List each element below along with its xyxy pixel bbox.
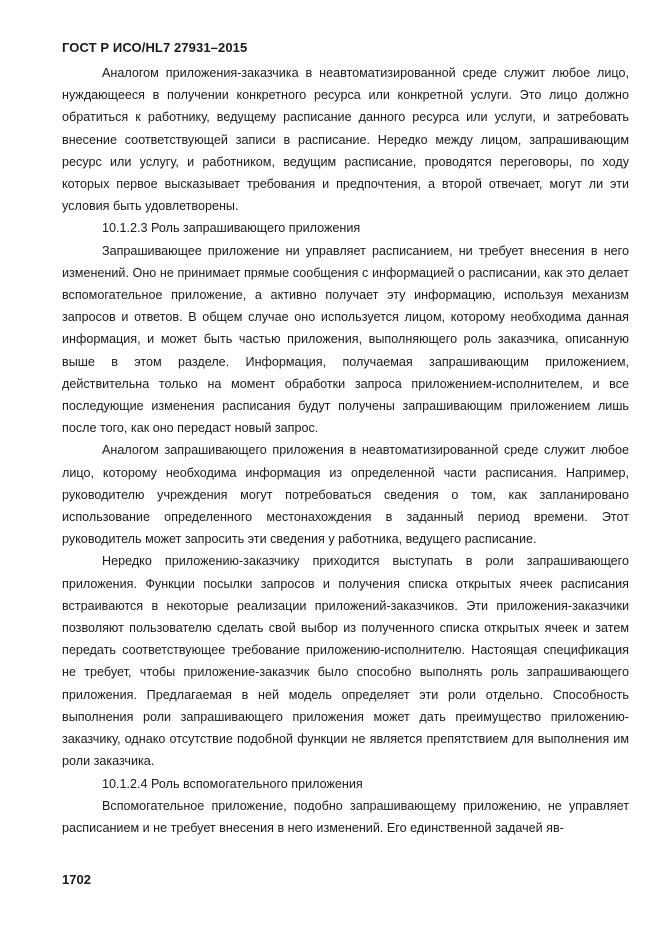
section-heading-10-1-2-3: 10.1.2.3 Роль запрашивающего приложения bbox=[102, 221, 361, 236]
paragraph-querying-analog: Аналогом запрашивающего приложения в неавтоматизированной среде служит любое лицо, которому необходима информация из определенной части расписания. Например, руководителю учреждения могут потребоваться сведения о том, как запланировано использование определенного местонахождения в заданный период времени. Этот руководитель может запросить эти сведения у работника, ведущего расписание. bbox=[62, 443, 629, 547]
document-header: ГОСТ Р ИСО/HL7 27931–2015 bbox=[62, 40, 248, 55]
paragraph-querying-app-role: Запрашивающее приложение ни управляет расписанием, ни требует внесения в него изменений. Оно не принимает прямые сообщения с информацией о расписании, как это делает вспомогательное приложение, а активно получает эту информацию, используя механизм запросов и ответов. В общем случае оно используется лицом, которому необходима данная информация, и может быть частью приложения, выполняющего роль заказчика, описанную выше в этом разделе. Информация, получаемая запрашивающим приложением, действительна только на момент обработки запроса приложением-исполнителем, и все последующие изменения расписания будут получены запрашивающим приложением лишь после того, как оно передаст новый запрос. bbox=[62, 243, 629, 436]
page-body bbox=[62, 62, 629, 839]
paragraph-customer-as-querier: Нередко приложению-заказчику приходится выступать в роли запрашивающего приложения. Функции посылки запросов и получения списка открытых ячеек расписания встраиваются в некоторые реализации приложений-заказчиков. Эти приложения-заказчики позволяют пользователю сделать свой выбор из полученного списка открытых ячеек и затем передать соответствующее требование приложению-исполнителю. Настоящая спецификация не требует, чтобы приложение-заказчик было способно выполнять роль запрашивающего приложения. Предлагаемая в ней модель определяет эти роли отдельно. Способность выполнения роли запрашивающего приложения может дать преимущество приложению-заказчику, однако отсутствие подобной функции не является препятствием для выполнения им роли заказчика. bbox=[62, 554, 629, 769]
section-heading-10-1-2-4: 10.1.2.4 Роль вспомогательного приложения bbox=[102, 776, 363, 791]
page-number: 1702 bbox=[62, 872, 91, 887]
paragraph-auxiliary-app-role: Вспомогательное приложение, подобно запрашивающему приложению, не управляет расписанием и не требует внесения в него изменений. Его единственной задачей яв- bbox=[62, 798, 629, 835]
paragraph-customer-analog: Аналогом приложения-заказчика в неавтоматизированной среде служит любое лицо, нуждающееся в получении конкретного ресурса или конкретной услуги. Это лицо должно обратиться к работнику, ведущему расписание данного ресурса или услуги, и затребовать внесение соответствующей записи в расписание. Нередко между лицом, запрашивающим ресурс или услугу, и работником, ведущим расписание, проводятся переговоры, по ходу которых первое высказывает требования и предпочтения, а второй отвечает, могут ли эти условия быть удовлетворены. bbox=[62, 66, 629, 214]
